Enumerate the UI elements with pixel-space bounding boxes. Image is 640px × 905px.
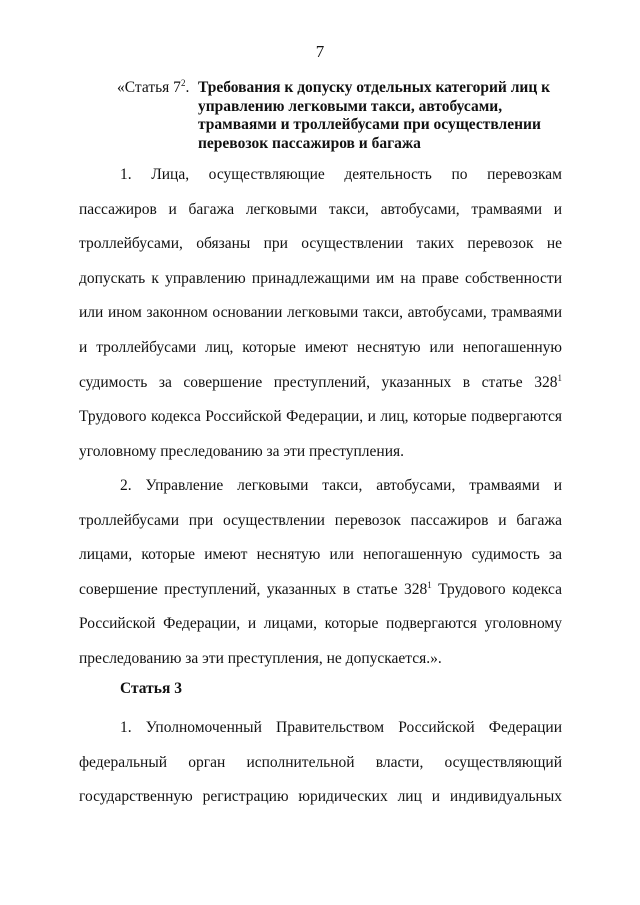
article-3-paragraph-1: 1. Уполномоченный Правительством Российской Федерации федеральный орган исполнительной власти, осуществляющий государственную регистрацию юридических лиц и индивидуальных xyxy=(79,719,562,806)
article-prefix-dot: . xyxy=(185,79,190,96)
article-prefix-superscript: 2 xyxy=(180,77,186,88)
paragraph-2-text-part-2: Трудового кодекса Российской Федерации, и лицами, которые подвергаются уголовному преследованию за эти преступления, не допускается.». xyxy=(79,580,562,667)
article-3-heading: Статья 3 xyxy=(120,680,182,697)
article-prefix-text: «Статья 7 xyxy=(117,79,181,96)
paragraph-1-text-part-2: Трудового кодекса Российской Федерации, и лиц, которые подвергаются уголовному преследованию за эти преступления. xyxy=(79,408,562,460)
article-7-2-title: Требования к допуску отдельных категорий лиц к управлению легковыми такси, автобусами, трамваями и троллейбусами при осуществлении перевозок пассажиров и багажа xyxy=(198,79,551,152)
article-7-2-prefix xyxy=(117,79,198,98)
paragraph-1-text-part-1: 1. Лица, осуществляющие деятельность по перевозкам пассажиров и багажа легковыми такси, автобусами, трамваями и троллейбусами, обязаны при осуществлении таких перевозок не допускать к управлению принадлежащими им на праве собственности или ином законном основании легковыми такси, автобусами, трамваями и троллейбусами лиц, которые имеют неснятую или непогашенную судимость за совершение преступлений, указанных в статье 328 xyxy=(79,166,562,391)
paragraph-2-text-part-1: 2. Управление легковыми такси, автобусами, трамваями и троллейбусами при осуществлении перевозок пассажиров и багажа лицами, которые имеют неснятую или непогашенную судимость за совершение преступлений, указанных в статье 328 xyxy=(79,477,562,598)
article-7-2-paragraph-1 xyxy=(79,158,562,469)
article-7-2-header xyxy=(117,79,558,153)
paragraph-1-superscript: 1 xyxy=(557,372,562,383)
article-7-2-paragraph-2 xyxy=(79,469,562,677)
page-number: 7 xyxy=(315,42,325,61)
paragraph-2-superscript: 1 xyxy=(427,579,432,590)
